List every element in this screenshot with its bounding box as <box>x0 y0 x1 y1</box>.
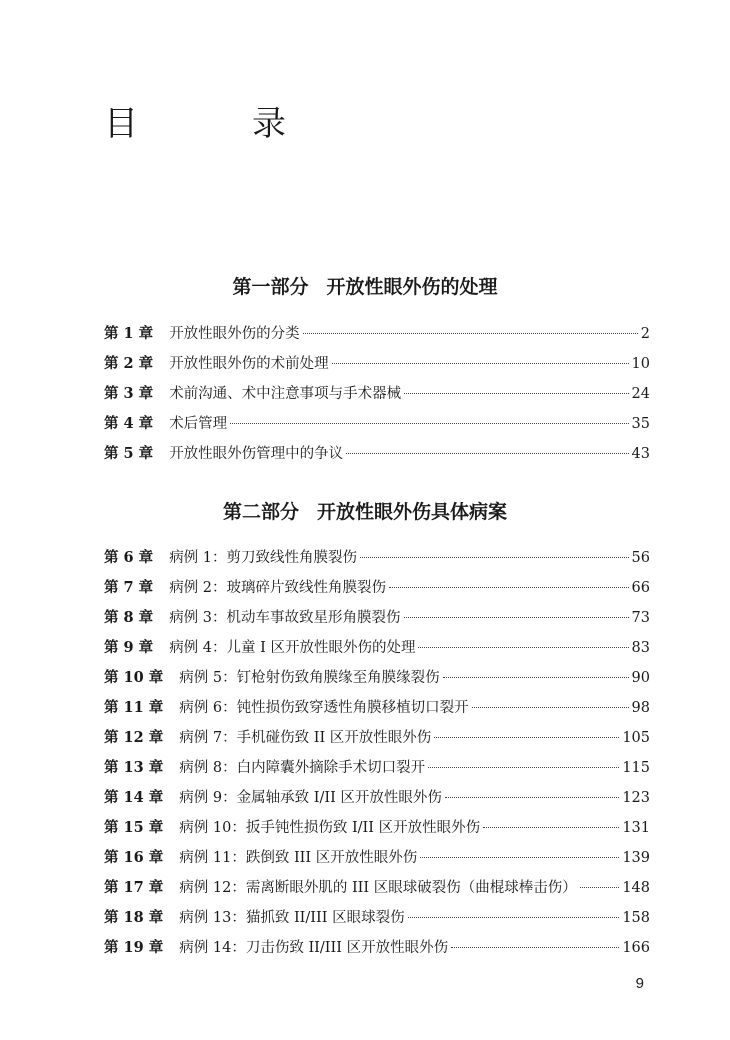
dot-leader <box>230 423 628 424</box>
dot-leader <box>418 647 628 648</box>
toc-entry[interactable] <box>104 906 650 936</box>
toc-chapter-title: 病例 10：扳手钝性损伤致 I/II 区开放性眼外伤 <box>179 820 481 836</box>
toc-entry[interactable] <box>104 696 650 726</box>
toc-chapter-number: 第 18 章 <box>104 909 164 926</box>
toc-chapter-title: 病例 11：跌倒致 III 区开放性眼外伤 <box>179 850 418 866</box>
toc-page-number: 115 <box>622 760 650 776</box>
toc-chapter-number: 第 11 章 <box>104 699 164 716</box>
toc-page-number: 166 <box>622 940 650 956</box>
part-label: 第二部分 <box>222 501 299 523</box>
toc-chapter-number: 第 2 章 <box>104 355 154 372</box>
toc-chapter-title: 病例 6：钝性损伤致穿透性角膜移植切口裂开 <box>179 700 469 716</box>
toc-page-number: 158 <box>622 910 650 926</box>
toc-entry[interactable] <box>104 412 650 442</box>
dot-leader <box>332 363 629 364</box>
toc-page-number: 105 <box>622 730 650 746</box>
dot-leader <box>434 737 619 738</box>
toc-entry[interactable] <box>104 636 650 666</box>
toc-chapter-number: 第 12 章 <box>104 729 164 746</box>
dot-leader <box>420 857 619 858</box>
toc-entry[interactable] <box>104 936 650 966</box>
page-number: 9 <box>635 975 644 992</box>
toc-chapter-title: 病例 12：需离断眼外肌的 III 区眼球破裂伤（曲棍球棒击伤） <box>179 880 577 896</box>
toc-chapter-title: 开放性眼外伤的分类 <box>169 326 300 342</box>
toc-chapter-title: 病例 9：金属轴承致 I/II 区开放性眼外伤 <box>179 790 442 806</box>
dot-leader <box>445 797 619 798</box>
toc-entry[interactable] <box>104 546 650 576</box>
toc-chapter-number: 第 1 章 <box>104 325 154 342</box>
toc-chapter-title: 病例 7：手机碰伤致 II 区开放性眼外伤 <box>179 730 432 746</box>
dot-leader <box>472 707 629 708</box>
toc-entry[interactable] <box>104 846 650 876</box>
toc-chapter-title: 术后管理 <box>169 416 228 432</box>
toc-page-number: 148 <box>622 880 650 896</box>
dot-leader <box>428 767 619 768</box>
toc-chapter-number: 第 4 章 <box>104 415 154 432</box>
dot-leader <box>360 557 629 558</box>
part-heading-1 <box>0 272 730 299</box>
toc-chapter-title: 病例 14：刀击伤致 II/III 区开放性眼外伤 <box>179 940 449 956</box>
toc-entry[interactable] <box>104 606 650 636</box>
toc-chapter-number: 第 16 章 <box>104 849 164 866</box>
dot-leader <box>346 453 628 454</box>
toc-page-number: 2 <box>640 326 650 342</box>
toc-page-number: 10 <box>631 356 650 372</box>
toc-page-number: 73 <box>631 610 650 626</box>
toc-entry[interactable] <box>104 352 650 382</box>
dot-leader <box>404 393 628 394</box>
toc-entry[interactable] <box>104 666 650 696</box>
part-title: 开放性眼外伤的处理 <box>326 276 498 298</box>
part-title: 开放性眼外伤具体病案 <box>317 501 508 523</box>
toc-chapter-number: 第 10 章 <box>104 669 164 686</box>
part-heading-2 <box>0 497 730 524</box>
toc-chapter-title: 病例 8：白内障囊外摘除手术切口裂开 <box>179 760 426 776</box>
toc-chapter-title: 病例 3：机动车事故致星形角膜裂伤 <box>169 610 401 626</box>
toc-entry[interactable] <box>104 756 650 786</box>
toc-page-number: 123 <box>622 790 650 806</box>
toc-chapter-number: 第 14 章 <box>104 789 164 806</box>
dot-leader <box>404 617 629 618</box>
toc-chapter-number: 第 3 章 <box>104 385 154 402</box>
toc-list-part-1 <box>104 322 650 472</box>
toc-page-number: 43 <box>631 446 650 462</box>
dot-leader <box>580 887 620 888</box>
toc-page-number: 35 <box>631 416 650 432</box>
toc-chapter-title: 病例 13：猫抓致 II/III 区眼球裂伤 <box>179 910 405 926</box>
toc-chapter-number: 第 7 章 <box>104 579 154 596</box>
toc-list-part-2 <box>104 546 650 966</box>
toc-chapter-number: 第 6 章 <box>104 549 154 566</box>
toc-entry[interactable] <box>104 442 650 472</box>
toc-entry[interactable] <box>104 576 650 606</box>
toc-page-number: 139 <box>622 850 650 866</box>
toc-entry[interactable] <box>104 786 650 816</box>
dot-leader <box>483 827 619 828</box>
toc-entry[interactable] <box>104 816 650 846</box>
toc-chapter-title: 病例 1：剪刀致线性角膜裂伤 <box>169 550 358 566</box>
toc-chapter-title: 开放性眼外伤管理中的争议 <box>169 446 344 462</box>
page-title: 目 录 <box>104 104 326 144</box>
dot-leader <box>408 917 620 918</box>
toc-page-number: 83 <box>631 640 650 656</box>
toc-page-number: 56 <box>631 550 650 566</box>
toc-chapter-title: 开放性眼外伤的术前处理 <box>169 356 329 372</box>
toc-entry[interactable] <box>104 322 650 352</box>
dot-leader <box>303 333 638 334</box>
toc-chapter-number: 第 15 章 <box>104 819 164 836</box>
toc-entry[interactable] <box>104 726 650 756</box>
toc-page-number: 131 <box>622 820 650 836</box>
toc-page-number: 24 <box>631 386 650 402</box>
toc-chapter-title: 病例 5：钉枪射伤致角膜缘至角膜缘裂伤 <box>179 670 440 686</box>
toc-chapter-title: 术前沟通、术中注意事项与手术器械 <box>169 386 402 402</box>
toc-chapter-number: 第 8 章 <box>104 609 154 626</box>
part-label: 第一部分 <box>232 276 309 298</box>
toc-chapter-title: 病例 2：玻璃碎片致线性角膜裂伤 <box>169 580 387 596</box>
toc-page-number: 90 <box>631 670 650 686</box>
dot-leader <box>443 677 629 678</box>
toc-page-number: 98 <box>631 700 650 716</box>
toc-entry[interactable] <box>104 876 650 906</box>
dot-leader <box>389 587 629 588</box>
dot-leader <box>451 947 619 948</box>
toc-chapter-number: 第 19 章 <box>104 939 164 956</box>
toc-chapter-title: 病例 4：儿童 I 区开放性眼外伤的处理 <box>169 640 416 656</box>
toc-chapter-number: 第 9 章 <box>104 639 154 656</box>
toc-chapter-number: 第 5 章 <box>104 445 154 462</box>
toc-page-number: 66 <box>631 580 650 596</box>
toc-chapter-number: 第 17 章 <box>104 879 164 896</box>
toc-entry[interactable] <box>104 382 650 412</box>
toc-chapter-number: 第 13 章 <box>104 759 164 776</box>
